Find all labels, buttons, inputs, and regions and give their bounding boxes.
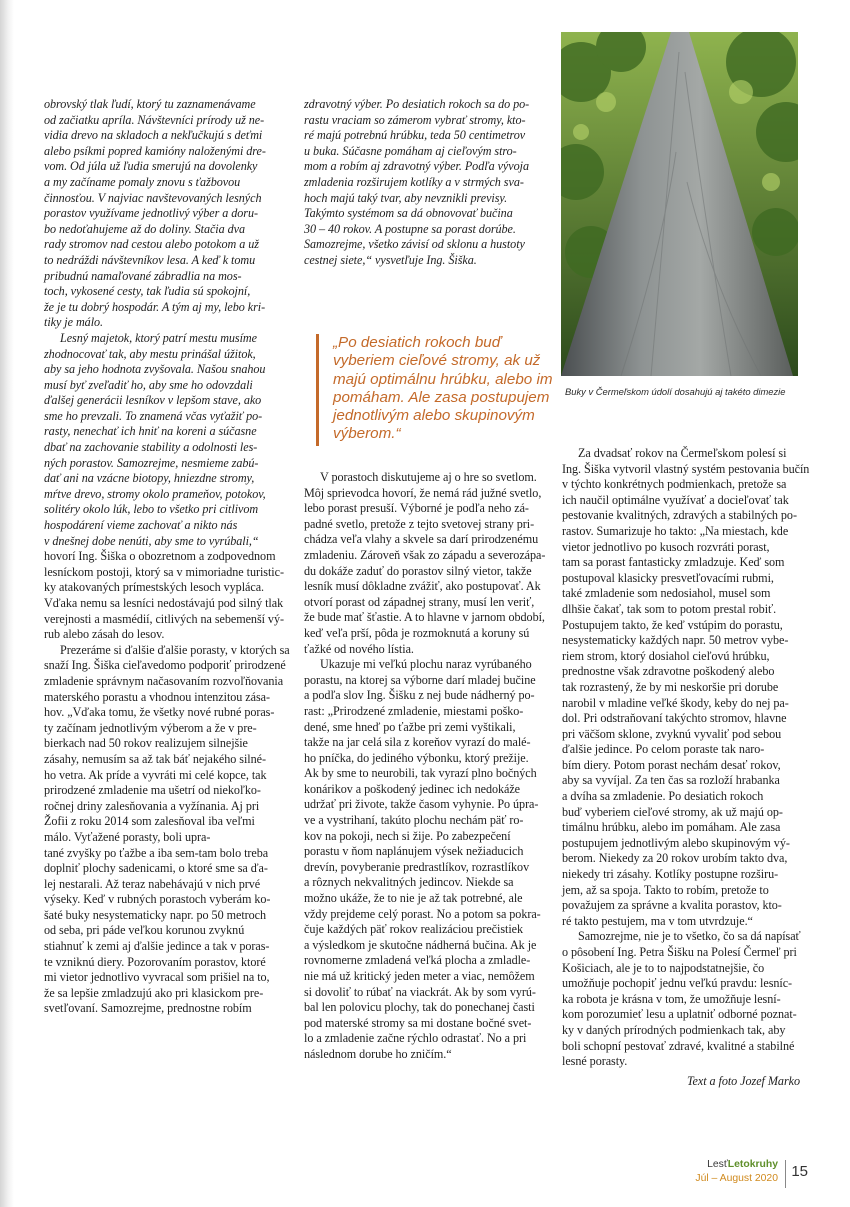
- text-line: V porastoch diskutujeme aj o hre so svetlom.: [320, 470, 537, 484]
- text-line: pod materské stromy sa mi dostane bočné svet-: [304, 1015, 532, 1030]
- text-line: mi vietor jednotlivo vyvracal som prišiel na to,: [44, 970, 270, 985]
- text-line: ťažké od nového lístia.: [304, 641, 414, 656]
- text-line: kov na pokoji, nech si žije. Po zabezpečení: [304, 828, 511, 843]
- text-line: tané zvyšky po ťažbe a iba sem-tam bolo treba: [44, 845, 269, 860]
- text-line: porastu v ňom naplánujem výsek nežiaducich: [304, 844, 524, 859]
- text-line: ka robota je krásna v tom, že umožňuje lesní-: [562, 991, 781, 1006]
- text-line: v týchto konkrétnych podmienkach, pretože sa: [562, 477, 787, 492]
- text-line: dlhšie čakať, tak som to potom prestal robiť.: [562, 601, 777, 616]
- text-line: a rôznych nekvalitných jedincov. Niekde sa: [304, 875, 514, 890]
- text-line: Lesný majetok, ktorý patrí mestu musíme: [60, 330, 257, 345]
- text-line: ďalšie jedince. Po celom poraste tak naro-: [562, 742, 765, 757]
- text-line: timálnu hrúbku, alebo im pomáham. Ale zasa: [562, 820, 781, 835]
- paragraph: [44, 642, 290, 1017]
- text-line: ré majú potrebnú hrúbku, teda 50 centimetrov: [304, 128, 526, 143]
- text-line: Ak by sme to neurobili, tak vyrazí plno bočných: [304, 766, 537, 781]
- text-line: zásahy, nemusím sa až tak báť nejakého silné-: [44, 751, 266, 766]
- text-line: porastov využívame jednotlivý výber a doru-: [44, 206, 258, 221]
- text-line: jem, až sa spoja. Takto to robím, pretože to: [562, 882, 769, 897]
- text-line: riem strom, ktorý dosiahol cieľovú hrúbku,: [562, 648, 770, 663]
- text-line: činnosťou. V najviac navštevovaných lesných: [44, 190, 262, 205]
- text-line: vietor jednotlivo po kusoch rozvráti porast,: [562, 539, 770, 554]
- paragraph: [562, 929, 800, 1069]
- text-line: materského porastu a vhodnou intenzitou zása-: [44, 689, 270, 704]
- text-line: ich naučil optimálne využívať a docieľovať tak: [562, 492, 789, 507]
- text-line: hov. „Vďaka tomu, že všetky nové rubné poras-: [44, 705, 275, 720]
- text-line: Košiciach, ale je to to najpodstatnejšie, čo: [562, 960, 765, 975]
- text-line: Žofii z roku 2014 som zalesňoval iba veľmi: [44, 814, 255, 829]
- paragraph: [304, 470, 546, 657]
- text-line: udržať pri živote, takže časom vyhynie. Po úpra-: [304, 797, 539, 812]
- text-line: sme ho prevzali. To znamená včas vyťažiť po-: [44, 408, 263, 423]
- text-line: zmladeniu. Zároveň však zo západu a severozápa-: [304, 547, 546, 562]
- text-line: že sa lepšie zmladzujú ako pri klasickom pre-: [44, 985, 264, 1000]
- text-line: lej nestarali. Až teraz nabehávajú v nich prvé: [44, 876, 261, 891]
- text-line: tiky je málo.: [44, 315, 104, 330]
- page-footer: [608, 1159, 808, 1193]
- text-line: obrovský tlak ľudí, ktorý tu zaznamenávame: [44, 97, 256, 111]
- text-line: ho vetra. Ak príde a vyvráti mi celé kopce, tak: [44, 767, 267, 782]
- text-line: si dovoliť to rúbať na viackrát. Ak by som vyrú-: [304, 984, 536, 999]
- text-line: Takýmto systémom sa dá obnovovať bučina: [304, 206, 513, 221]
- text-line: pri väčšom sklone, zvyknú vyvaliť pod sebou: [562, 726, 782, 741]
- text-line: takže na jar celá sila z koreňov vyrazí do malé-: [304, 735, 531, 750]
- text-line: niekedy tri zásahy. Kotlíky postupne rozširu-: [562, 867, 779, 882]
- text-line: Môj sprievodca hovorí, že nemá rád južné svetlo,: [304, 485, 542, 500]
- text-line: umožňuje pochopiť jednu veľkú pravdu: lesníc-: [562, 976, 793, 991]
- text-line: drevín, povyberanie predrastlíkov, rozrastlíkov: [304, 859, 530, 874]
- text-line: rastov. Sumarizuje ho takto: „Na miestach, kde: [562, 523, 789, 538]
- text-line: snaží Ing. Šiška cieľavedomo podporiť prirodzené: [44, 658, 286, 673]
- text-line: u buka. Súčasne pomáham aj cieľovým stro-: [304, 143, 517, 158]
- text-line: a my začíname pomaly znovu s ťažbovou: [44, 174, 241, 189]
- text-line: také zmladenie som nedosiahol, musel som: [562, 586, 771, 601]
- text-line: boli schopní pestovať zdravé, kvalitné a stabilné: [562, 1038, 795, 1053]
- text-line: lesníckom postoji, ktorý sa v mimoriadne turistic-: [44, 564, 284, 579]
- text-line: dbať na zachovanie stability a odolnosti les-: [44, 440, 258, 455]
- page-number: 15: [791, 1163, 808, 1180]
- text-line: rast: „Prirodzené zmladenie, miestami poško-: [304, 703, 524, 718]
- text-line: Ukazuje mi veľkú plochu naraz vyrúbaného: [320, 657, 532, 672]
- text-line: mom a robím aj zdravotný výber. Podľa vývoja: [304, 159, 529, 174]
- text-line: bo nedoťahujeme až do doliny. Stačia dva: [44, 221, 246, 236]
- text-line: postupujem jednotlivým alebo skupinovým vý-: [562, 835, 790, 850]
- paragraph: [44, 97, 284, 331]
- text-line: pestovanie kvalitných, zdravých a stabilných po-: [562, 508, 797, 523]
- article-column-2: [304, 97, 542, 269]
- text-line: možno ukáže, že to nie je až tak potrebné, ale: [304, 891, 523, 906]
- text-line: lesník musí dôkladne zvážiť, ako postupovať. Ak: [304, 579, 541, 594]
- text-line: vždy prejdeme celý porast. No a potom sa pokra-: [304, 906, 541, 921]
- text-line: hovorí Ing. Šiška o obozretnom a zodpovednom: [44, 549, 276, 564]
- issue-date: Júl – August 2020: [695, 1173, 778, 1184]
- text-line: nie má už kritický jeden meter a viac, nemôžem: [304, 969, 535, 983]
- text-line: aby sa vyvíjal. Za ten čas sa rozloží hrabanka: [562, 773, 780, 788]
- text-line: rovnomerne zmladená veľká plocha a zmladle-: [304, 953, 531, 968]
- text-line: o pôsobení Ing. Petra Šišku na Polesí Čermeľ pri: [562, 945, 797, 959]
- text-line: lesné porasty.: [562, 1054, 628, 1069]
- text-line: šaté buky nesystematicky napr. po 50 metroch: [44, 907, 267, 922]
- paragraph: [44, 549, 284, 643]
- text-line: postupoval klasicky presvetľovacími rubmi,: [562, 570, 774, 585]
- author-signature: Text a foto Jozef Marko: [686, 1073, 800, 1088]
- text-line: hospodárení vieme zachovať a nikto nás: [44, 518, 238, 533]
- text-line: tam sa porast fantasticky zmladzuje. Keď som: [562, 555, 785, 570]
- text-line: 30 – 40 rokov. A postupne sa porast dorúbe.: [304, 221, 516, 236]
- text-line: to nedráždi návštevníkov lesa. A keď k tomu: [44, 252, 256, 267]
- text-line: prednostne však zdravotne poškodený alebo: [562, 664, 775, 679]
- text-line: lebo porast presuší. Výborné je podľa neho zá-: [304, 501, 529, 516]
- text-line: a dvíha sa zmladenie. Po desiatich rokoch: [562, 789, 764, 804]
- paragraph: [44, 331, 284, 549]
- text-line: zmladenie správnym načasovaním rozvoľňovania: [44, 673, 284, 688]
- text-line: berom. Niekedy za 20 rokov urobím takto dva,: [562, 851, 788, 866]
- text-line: kom porozumieť lesu a uplatniť odborné poznat-: [562, 1007, 797, 1022]
- article-column-2-continued: [304, 470, 546, 1063]
- magazine-name: [707, 1159, 778, 1170]
- text-line: musí byť zveľadiť ho, aby sme ho odovzdali: [44, 377, 253, 392]
- text-line: ných porastov. Samozrejme, nesmieme zabú-: [44, 455, 259, 470]
- footer-divider: [785, 1160, 786, 1188]
- pull-quote: „Po desiatich rokoch buď vyberiem cieľové stromy, ak už majú optimálnu hrúbku, alebo im pomáham. Ale zasa postupujem jednotlivým alebo skupinovým výberom.“: [316, 334, 559, 446]
- text-line: ky atakovaných prímestských lesoch vypláca.: [44, 580, 265, 595]
- text-line: rasty, nenechať ich hniť na koreni a súčasne: [44, 424, 257, 439]
- text-line: toch, vykosené cesty, tak ľudia sú spokojní,: [44, 284, 251, 299]
- text-line: keď veľa prší, pôda je rozmoknutá a koruny sú: [304, 625, 530, 640]
- text-line: vom. Od júla už ľudia smerujú na dovolenky: [44, 159, 258, 174]
- text-line: málo. Vyťažené porasty, boli upra-: [44, 829, 211, 844]
- text-line: hoch majú taký tvar, aby nevznikli previsy.: [304, 190, 508, 205]
- text-line: mŕtve drevo, stromy okolo prameňov, potokov,: [44, 486, 266, 501]
- text-line: Za dvadsať rokov na Čermeľskom polesí si: [578, 446, 787, 460]
- page-fold-shadow: [0, 0, 14, 1207]
- text-line: rastu vraciam so zámerom vybrať stromy, kto-: [304, 112, 526, 127]
- text-line: ky v daných prírodných podmienkach tak, aby: [562, 1022, 786, 1037]
- text-line: a podľa slov Ing. Šišku z nej bude nádherný po-: [304, 688, 535, 703]
- text-line: Postupujem takto, že keď vstúpim do porastu,: [562, 617, 783, 632]
- text-line: lo a zmladenie začne rýchlo odrastať. No a pri: [304, 1031, 527, 1046]
- text-line: čuje každých päť rokov realizáciou prečistiek: [304, 922, 524, 937]
- text-line: doplniť plochy sadenicami, o ktoré sme sa ďa-: [44, 861, 268, 876]
- paragraph: [304, 97, 542, 269]
- text-line: dol. Pri odstraňovaní takýchto stromov, hlavne: [562, 711, 787, 726]
- text-line: bal len polovicu plochy, tak do ponechanej časti: [304, 1000, 535, 1015]
- text-line: pribudnú namaľované zábradlia na mos-: [44, 268, 242, 283]
- brand-part-1: Lesť: [707, 1159, 728, 1170]
- text-line: buď vyberiem cieľové stromy, ak už majú op-: [562, 804, 783, 819]
- text-line: od začiatku apríla. Návštevníci prírody už ne-: [44, 112, 265, 127]
- text-line: konárikov a poškodený jedinec ich nedokáže: [304, 781, 521, 796]
- paragraph: [562, 446, 810, 929]
- text-line: verejnosti a masmédií, citlivých na sebemenší vý-: [44, 611, 284, 626]
- text-line: ré takto pestujem, ma v tom utvrdzuje.“: [562, 913, 753, 928]
- brand-part-2: Letokruhy: [727, 1159, 778, 1170]
- photo-caption: Buky v Čermeľskom údolí dosahujú aj takéto dimezie: [565, 386, 786, 397]
- text-line: zdravotný výber. Po desiatich rokoch sa do po-: [304, 97, 530, 111]
- text-line: bím diery. Potom porast nechám desať rokov,: [562, 757, 781, 772]
- text-line: Prezeráme si ďalšie ďalšie porasty, v ktorých sa: [60, 642, 290, 657]
- text-line: ročnej driny zalesňovania a vyžínania. Aj pri: [44, 798, 260, 813]
- text-line: aby sa jeho hodnota zvyšovala. Našou snahou: [44, 362, 266, 377]
- text-line: prirodzené zmladenie ma ušetrí od niekoľko-: [44, 783, 261, 798]
- text-line: du dokáže zaduť do porastov silný vietor, takže: [304, 563, 532, 578]
- text-line: Vďaka nemu sa lesníci nedostávajú pod silný tlak: [44, 596, 284, 610]
- text-line: porastu, na ktorej sa výborne darí mladej bučine: [304, 672, 536, 687]
- text-line: zmladenia rozširujem kotlíky a v strmých sva-: [304, 174, 524, 189]
- text-line: vidia drevo na skladoch a nekľučkujú s deťmi: [44, 128, 263, 143]
- text-line: nesystematicky každých napr. 50 metrov vybe-: [562, 633, 789, 648]
- text-line: chádza veľa vlahy a skvele sa darí prirodzenému: [304, 532, 539, 547]
- text-line: v dnešnej dobe nenúti, aby sme to vyrúbali,“: [44, 533, 259, 548]
- text-line: solitéry okolo lúk, lebo to všetko pri citlivom: [44, 502, 259, 517]
- text-line: rady stromov nad cestou alebo potokom a už: [44, 237, 259, 252]
- text-line: že bude mať šťastie. A to hlavne v jarnom období,: [304, 610, 545, 625]
- text-line: ve a vystrihaní, takúto plochu nechám päť ro-: [304, 813, 524, 828]
- text-line: tak rozrastený, že by mi neskoršie pri dorube: [562, 679, 779, 694]
- article-column-1: [44, 97, 290, 1017]
- text-line: alebo psíkmi popred kamióny naloženými dre-: [44, 143, 266, 158]
- text-line: ho pníčka, do jediného výbonku, ktorý prežije.: [304, 750, 529, 765]
- text-line: považujem za správne a kvalita porastov, kto-: [562, 898, 782, 913]
- text-line: zhodnocovať tak, aby mestu prinášal úžitok,: [44, 346, 256, 361]
- text-line: te vzniknú diery. Pozorovaním porastov, ktoré: [44, 954, 266, 969]
- paragraph: [304, 657, 542, 1062]
- beech-tree-photo: [561, 32, 798, 376]
- text-line: bierkach nad 50 rokov realizujem silnejšie: [44, 736, 248, 751]
- text-line: Ing. Šiška vytvoril vlastný systém pestovania bučín: [562, 461, 810, 476]
- text-line: dať ani na vzácne biotopy, hniezdne stromy,: [44, 471, 255, 486]
- text-line: ďalšej generácii lesníkov v lepšom stave, ako: [44, 393, 262, 408]
- text-line: narobil v mladine veľké škody, keby do nej pa-: [562, 695, 789, 710]
- text-line: od seba, pri páde veľkou korunou zvyknú: [44, 923, 245, 938]
- text-line: padné svetlo, pretože z tejto svetovej strany pri-: [304, 516, 535, 531]
- text-line: Samozrejme, všetko závisí od sklonu a hustoty: [304, 237, 525, 252]
- tree-trunk-icon: [561, 32, 798, 376]
- text-line: Samozrejme, nie je to všetko, čo sa dá napísať: [578, 929, 801, 944]
- text-line: že je tu dobrý hospodár. A tým aj my, lebo kri-: [44, 299, 266, 314]
- text-line: ty začínam jednotlivým výberom a že v pre-: [44, 720, 257, 735]
- article-column-3: [562, 446, 810, 1089]
- text-line: cestnej siete,“ vysvetľuje Ing. Šiška.: [304, 252, 477, 267]
- text-line: a výsledkom je skutočne nádherná bučina. Ak je: [304, 937, 537, 952]
- text-line: otvorí porast od západnej strany, musí len veriť,: [304, 594, 535, 609]
- text-line: svetľovaní. Samozrejme, prednostne robím: [44, 1001, 252, 1016]
- text-line: rub alebo zásah do lesov.: [44, 627, 165, 642]
- text-line: stiahnuť k zemi aj ďalšie jedince a tak v poras-: [44, 939, 270, 954]
- text-line: následnom dorube ho zničím.“: [304, 1046, 452, 1061]
- text-line: dené, sme hneď po ťažbe pri zemi vyštikali,: [304, 719, 516, 734]
- text-line: výseky. Keď v rubných porastoch vyberám ko-: [44, 892, 271, 907]
